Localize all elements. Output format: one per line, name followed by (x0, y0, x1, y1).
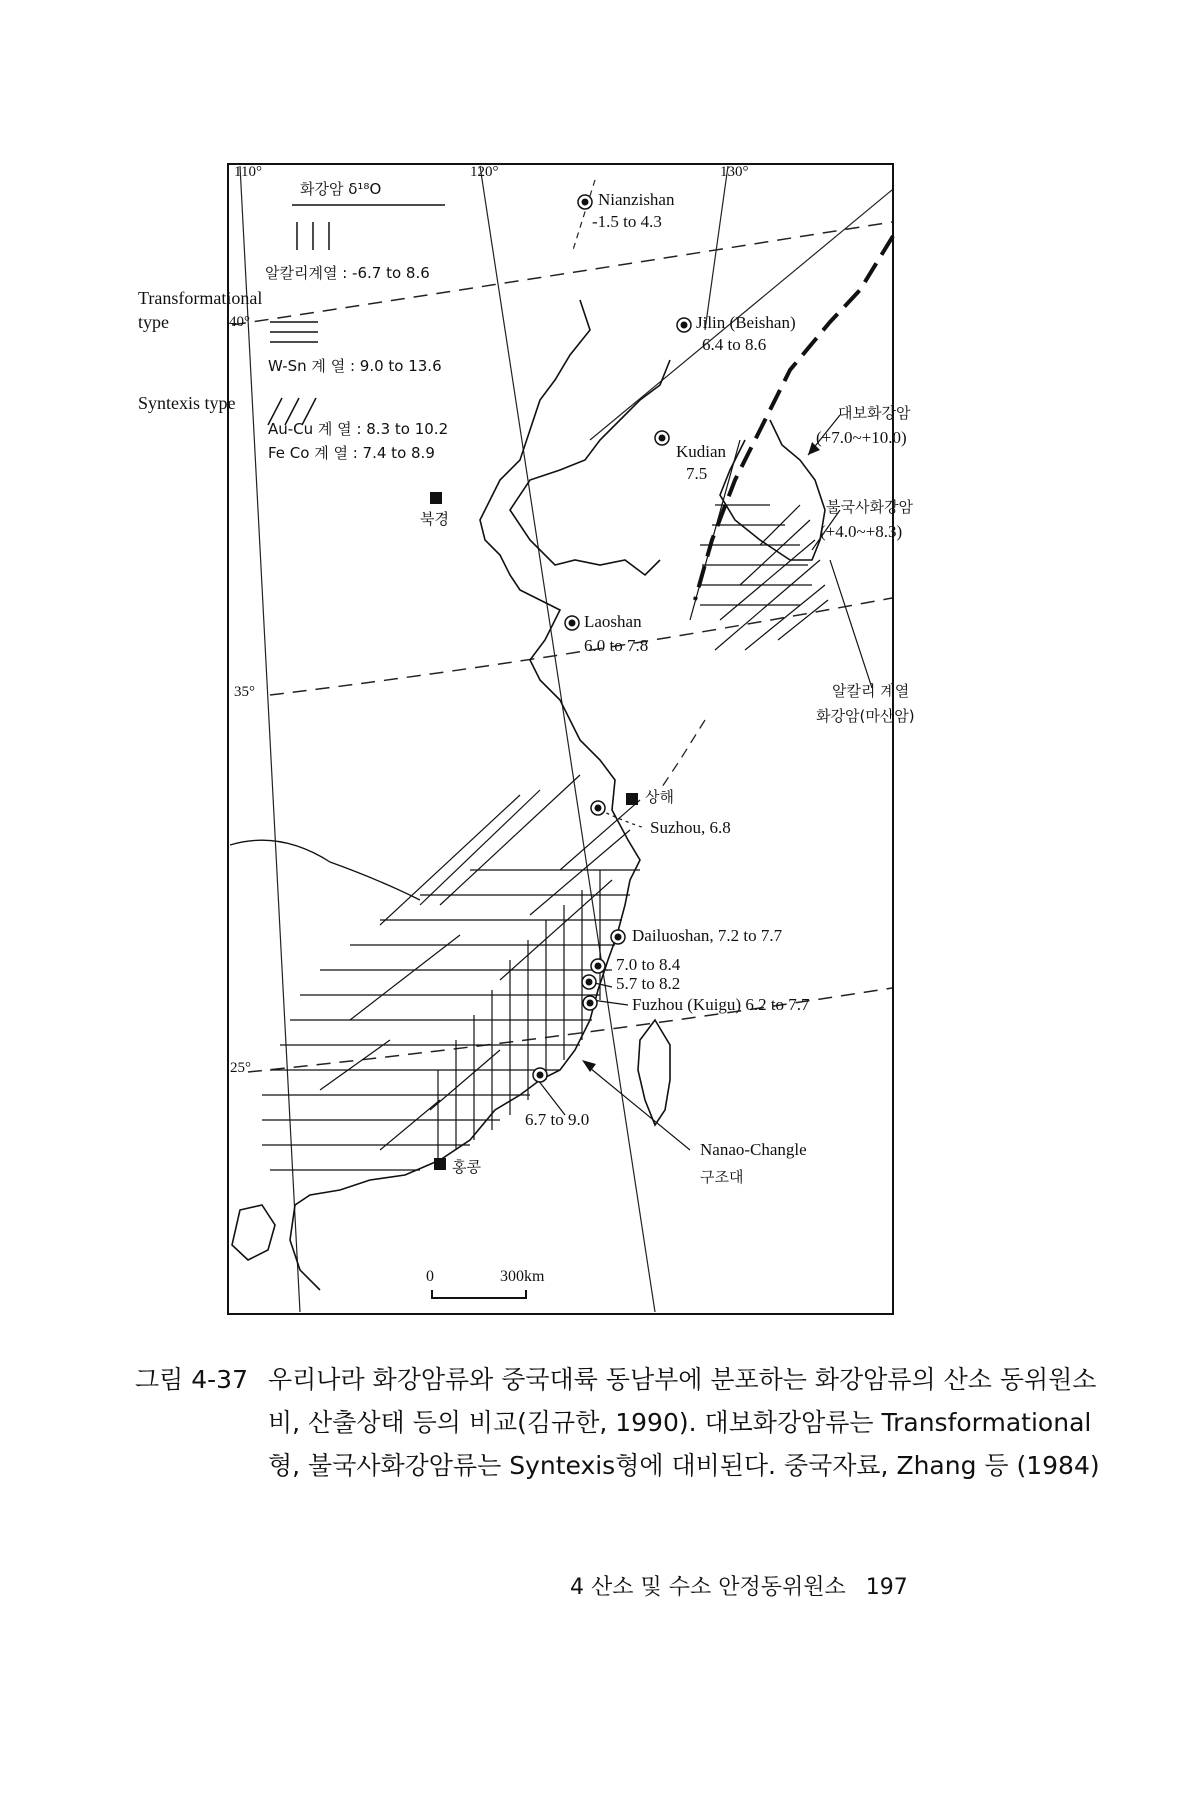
legend-title: 화강암 δ¹⁸O (300, 180, 382, 198)
scale-distance: 300km (500, 1268, 545, 1285)
meridian-120 (480, 166, 655, 1312)
site-suzhou: Suzhou, 6.8 (650, 818, 731, 837)
site-kudian-value: 7.5 (686, 464, 708, 483)
site-laoshan-name: Laoshan (584, 612, 642, 631)
shanghai-dash (660, 720, 705, 790)
hatch-korea (690, 440, 828, 650)
lat-25-label: 25° (230, 1060, 251, 1076)
site-nianzishan-name: Nianzishan (598, 190, 675, 209)
lat-40-label: 40° (229, 314, 250, 330)
site-fuzhou: Fuzhou (Kuigu) 6.2 to 7.7 (632, 995, 810, 1014)
page-footer (570, 1570, 908, 1601)
lat-35-label: 35° (234, 684, 255, 700)
scale-zero: 0 (426, 1268, 434, 1285)
legend-aucu-series: Au-Cu 계 열 : 8.3 to 10.2 (268, 420, 449, 438)
meridian-130 (705, 166, 728, 330)
leader-alkali (830, 560, 872, 688)
city-shanghai-marker (626, 793, 638, 805)
city-beijing-marker (430, 492, 442, 504)
legend-transformational: Transformational (138, 288, 263, 308)
annotation-daebo-range: (+7.0~+10.0) (816, 428, 907, 447)
legend-syntexis: Syntexis type (138, 393, 236, 413)
legend-symbol-horizontal (270, 322, 318, 342)
lon-120-label: 120° (470, 164, 499, 180)
parallel-35 (270, 598, 892, 695)
site-nianzishan-value: -1.5 to 4.3 (592, 212, 662, 231)
footer-section: 4 산소 및 수소 안정동위원소 (570, 1575, 846, 1600)
korea-coast (720, 420, 825, 560)
meridian-110 (240, 166, 300, 1312)
taiwan (638, 1020, 670, 1125)
annotation-bulguksa-range: (+4.0~+8.3) (820, 522, 903, 541)
hainan (232, 1205, 275, 1260)
page-number: 197 (865, 1575, 908, 1600)
bohai-coast (510, 360, 670, 575)
annotation-alkali-line2: 화강암(마산암) (816, 707, 915, 725)
site-laoshan-value: 6.0 to 7.8 (584, 636, 649, 655)
annotation-nanao-line2: 구조대 (700, 1168, 744, 1186)
legend-alkali-series: 알칼리계열 : -6.7 to 8.6 (265, 264, 430, 282)
arrow-nanao (582, 1060, 596, 1072)
site-jilin-value: 6.4 to 8.6 (702, 335, 767, 354)
scale-bar (432, 1290, 526, 1298)
city-beijing: 북경 (420, 510, 449, 528)
legend-wsn-series: W-Sn 계 열 : 9.0 to 13.6 (268, 357, 442, 375)
legend-type-word: type (138, 312, 169, 332)
caption-text: 우리나라 화강암류와 중국대륙 동남부에 분포하는 화강암류의 산소 동위원소비, 산출상태 등의 비교(김규한, 1990). 대보화강암류는 Transformational형, 불국사화강암류는 Syntexis형에 대비된다. 중국자료, Zhang 등 (1984) (268, 1365, 1100, 1480)
lon-130-label: 130° (720, 164, 749, 180)
annotation-daebo-name: 대보화강암 (838, 404, 911, 422)
site-south: 6.7 to 9.0 (525, 1110, 590, 1129)
lon-110-label: 110° (234, 164, 262, 180)
annotation-bulguksa-name: 불국사화강암 (826, 498, 913, 516)
west-fault (230, 840, 420, 900)
site-kudian-name: Kudian (676, 442, 727, 461)
legend-symbol-vertical (297, 222, 329, 250)
city-hongkong: 홍콩 (452, 1158, 481, 1176)
legend-feco-series: Fe Co 계 열 : 7.4 to 8.9 (268, 444, 435, 462)
site-b: 5.7 to 8.2 (616, 974, 681, 993)
site-jilin-name: Jilin (Beishan) (696, 313, 796, 332)
city-shanghai: 상해 (645, 788, 674, 806)
city-hongkong-marker (434, 1158, 446, 1170)
annotation-nanao-line1: Nanao-Changle (700, 1140, 807, 1159)
site-a: 7.0 to 8.4 (616, 955, 681, 974)
suzhou-dots (600, 810, 645, 828)
site-dailuoshan: Dailuoshan, 7.2 to 7.7 (632, 926, 783, 945)
annotation-alkali-line1: 알칼리 계열 (832, 682, 910, 700)
caption-number: 그림 4-37 (135, 1365, 248, 1394)
